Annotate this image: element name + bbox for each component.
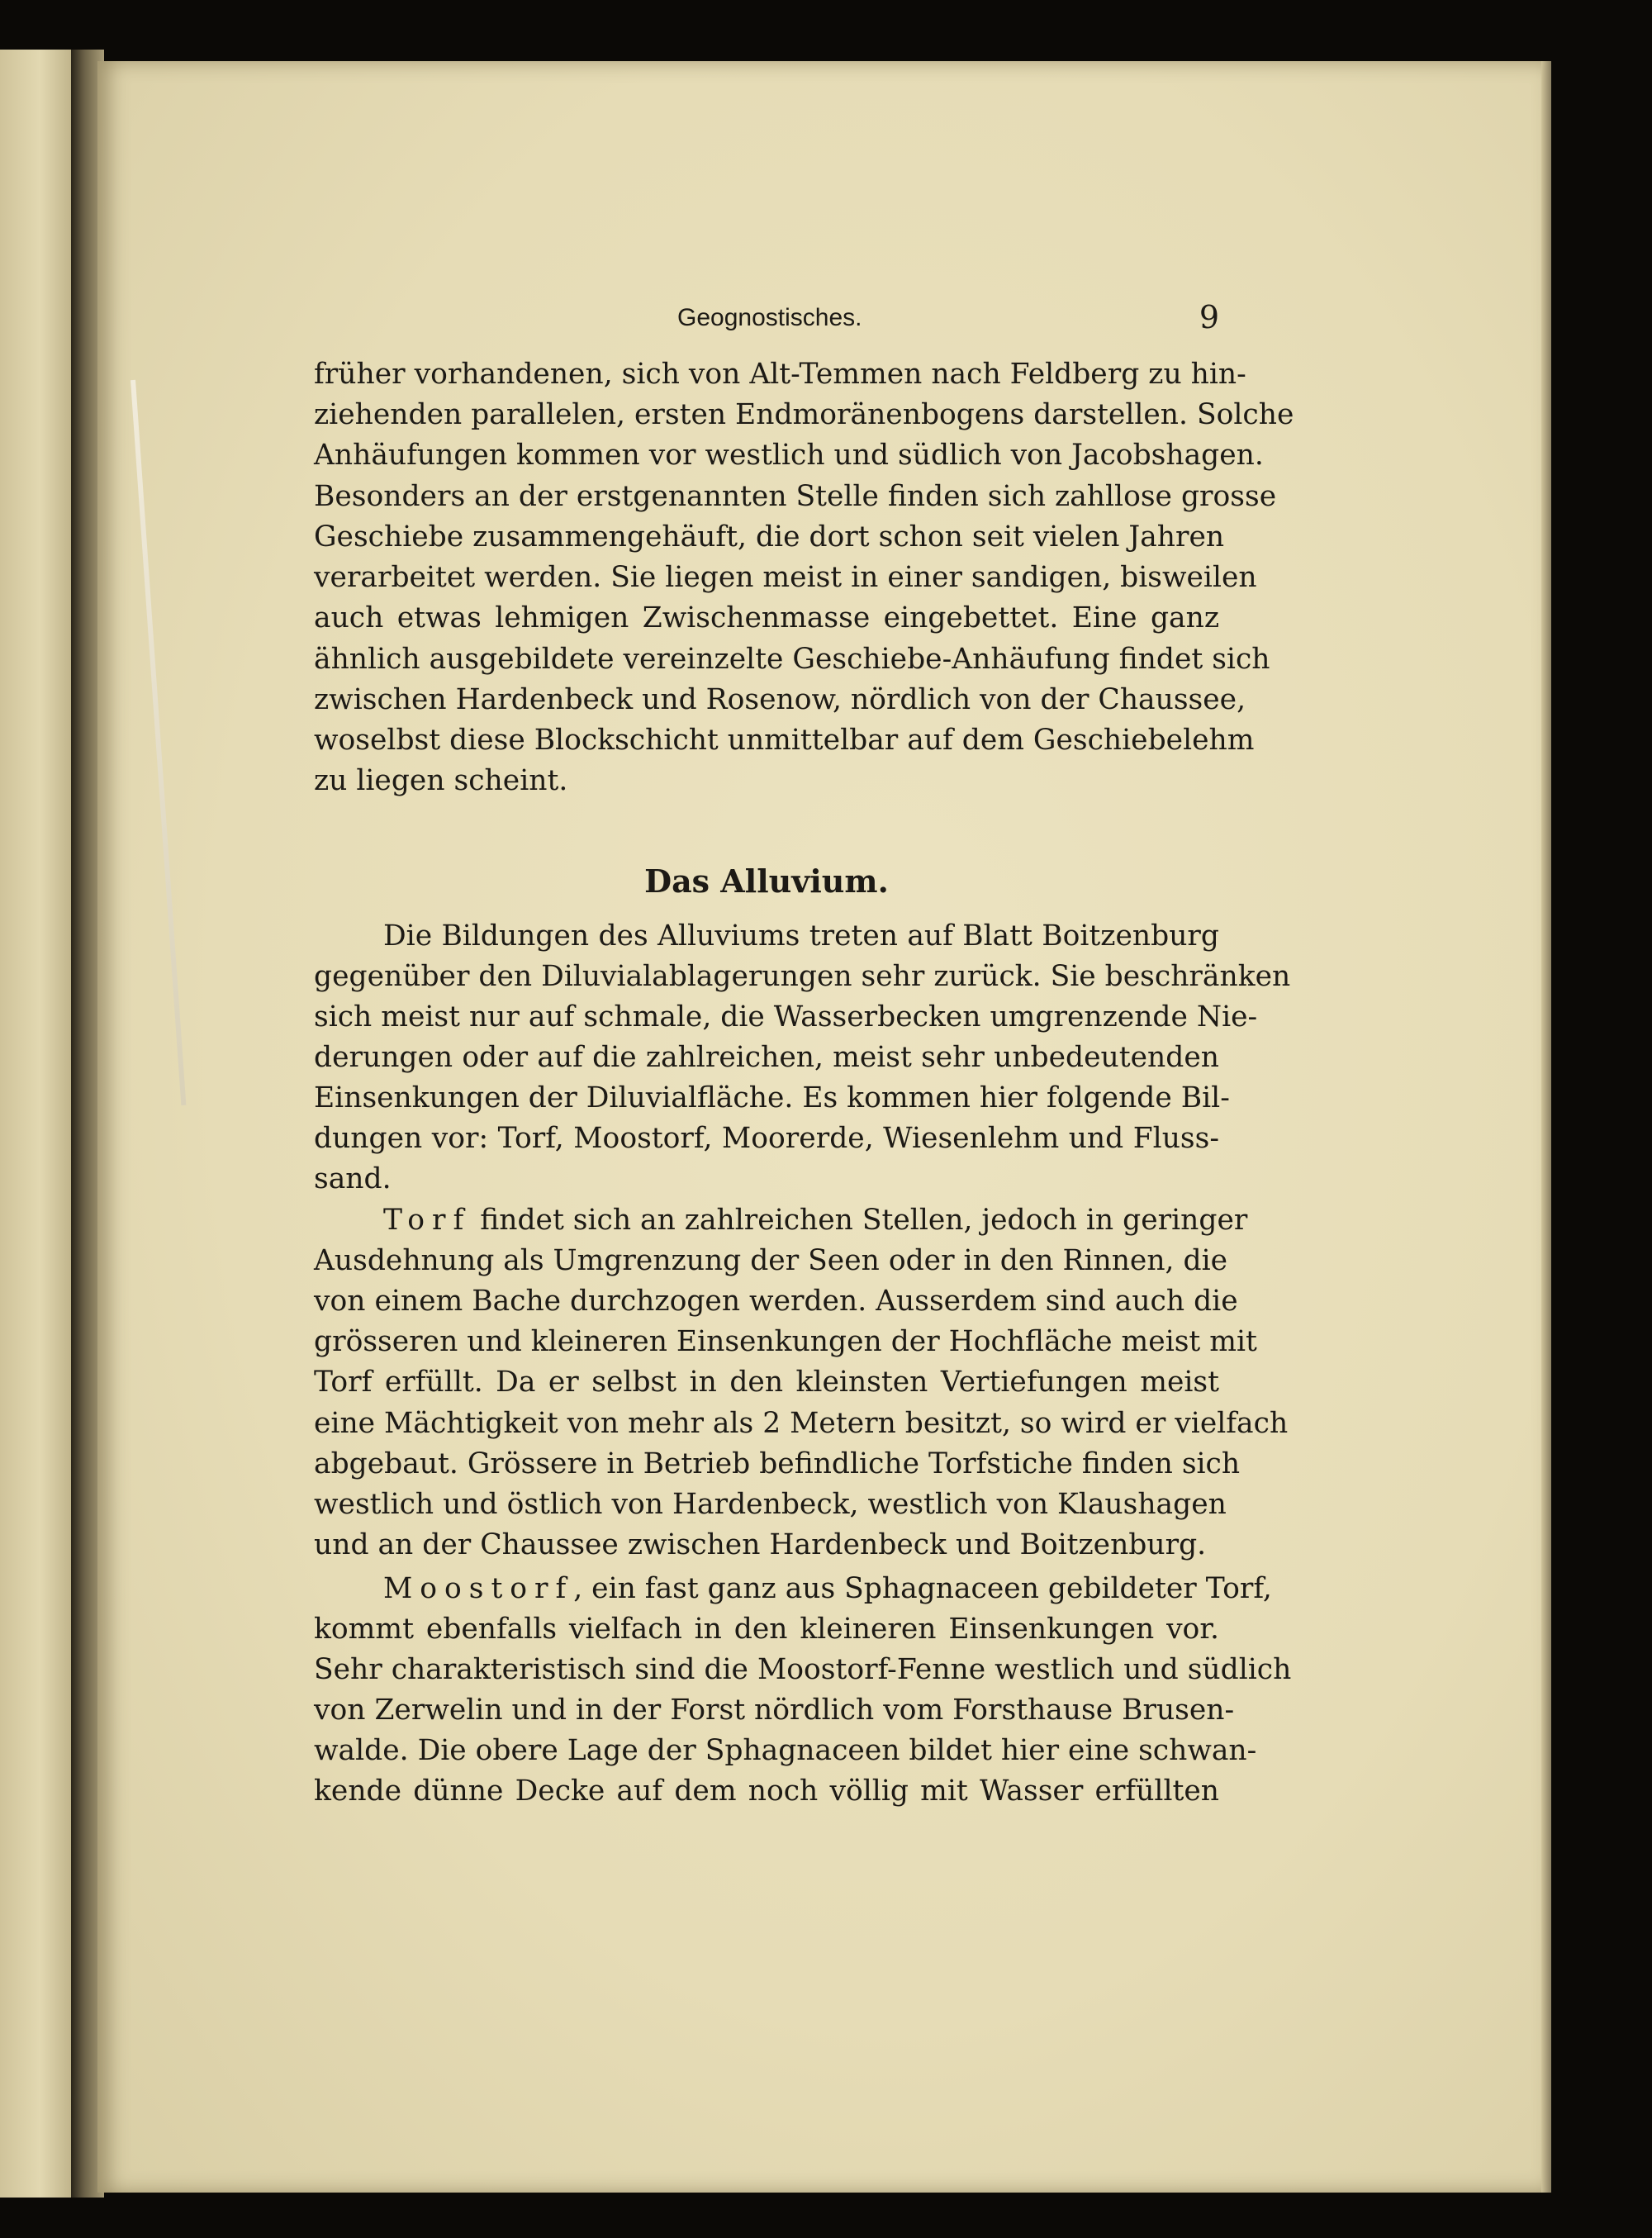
page-number: 9 <box>1199 299 1219 335</box>
running-head <box>314 299 1219 337</box>
text-line: gegenüber den Diluvialablagerungen sehr zurück. Sie beschränken <box>314 960 1291 993</box>
page-fore-edge <box>1541 61 1551 2193</box>
text-line: Ausdehnung als Umgrenzung der Seen oder in den Rinnen, die <box>314 1244 1228 1277</box>
facing-page-edge <box>0 50 73 2198</box>
term-moostorf: Moostorf <box>383 1572 574 1605</box>
text-line: sand. <box>314 1162 392 1195</box>
text-line: dungen vor: Torf, Moostorf, Moorerde, Wiesenlehm und Fluss- <box>314 1122 1219 1155</box>
text-run: findet sich an zahlreichen Stellen, jedoch in geringer <box>480 1204 1248 1237</box>
text-line: auch etwas lehmigen Zwischenmasse eingebettet. Eine ganz <box>314 601 1219 634</box>
text-line: ziehenden parallelen, ersten Endmoränenbogens darstellen. Solche <box>314 398 1294 431</box>
text-line: kende dünne Decke auf dem noch völlig mit Wasser erfüllten <box>314 1775 1219 1808</box>
term-torf: Torf <box>383 1204 472 1237</box>
text-line: Geschiebe zusammengehäuft, die dort schon seit vielen Jahren <box>314 520 1225 554</box>
text-line: ähnlich ausgebildete vereinzelte Geschiebe-Anhäufung findet sich <box>314 643 1270 676</box>
text-line: zu liegen scheint. <box>314 764 568 797</box>
text-line: von einem Bache durchzogen werden. Ausserdem sind auch die <box>314 1285 1238 1318</box>
section-heading: Das Alluvium. <box>644 862 889 900</box>
text-line <box>314 1568 1272 1609</box>
text-line: abgebaut. Grössere in Betrieb befindliche Torfstiche finden sich <box>314 1447 1241 1480</box>
text-line: Torf erfüllt. Da er selbst in den kleinsten Vertiefungen meist <box>314 1366 1219 1399</box>
text-run: , ein fast ganz aus Sphagnaceen gebildeter Torf, <box>573 1572 1272 1605</box>
text-line: verarbeitet werden. Sie liegen meist in einer sandigen, bisweilen <box>314 561 1257 594</box>
text-line: früher vorhandenen, sich von Alt-Temmen nach Feldberg zu hin- <box>314 358 1246 391</box>
text-line: kommt ebenfalls vielfach in den kleineren Einsenkungen vor. <box>314 1613 1219 1646</box>
text-line: Einsenkungen der Diluvialfläche. Es kommen hier folgende Bil- <box>314 1081 1230 1114</box>
text-line: woselbst diese Blockschicht unmittelbar auf dem Geschiebelehm <box>314 724 1255 757</box>
text-line: derungen oder auf die zahlreichen, meist sehr unbedeutenden <box>314 1041 1219 1074</box>
text-line: sich meist nur auf schmale, die Wasserbecken umgrenzende Nie- <box>314 1000 1258 1033</box>
text-line: Die Bildungen des Alluviums treten auf Blatt Boitzenburg <box>383 919 1219 953</box>
running-title: Geognostisches. <box>677 304 862 331</box>
text-line: und an der Chaussee zwischen Hardenbeck und Boitzenburg. <box>314 1528 1207 1561</box>
text-line: walde. Die obere Lage der Sphagnaceen bildet hier eine schwan- <box>314 1734 1257 1767</box>
text-line: eine Mächtigkeit von mehr als 2 Metern besitzt, so wird er vielfach <box>314 1407 1289 1440</box>
text-line: Besonders an der erstgenannten Stelle finden sich zahllose grosse <box>314 480 1277 513</box>
text-line <box>314 1200 1248 1241</box>
text-line: Sehr charakteristisch sind die Moostorf-Fenne westlich und südlich <box>314 1653 1292 1686</box>
text-line: westlich und östlich von Hardenbeck, westlich von Klaushagen <box>314 1488 1227 1521</box>
text-line: zwischen Hardenbeck und Rosenow, nördlich von der Chaussee, <box>314 683 1246 716</box>
text-line: von Zerwelin und in der Forst nördlich vom Forsthause Brusen- <box>314 1694 1235 1727</box>
text-line: grösseren und kleineren Einsenkungen der Hochfläche meist mit <box>314 1325 1257 1358</box>
text-line: Anhäufungen kommen vor westlich und südlich von Jacobshagen. <box>314 439 1264 472</box>
